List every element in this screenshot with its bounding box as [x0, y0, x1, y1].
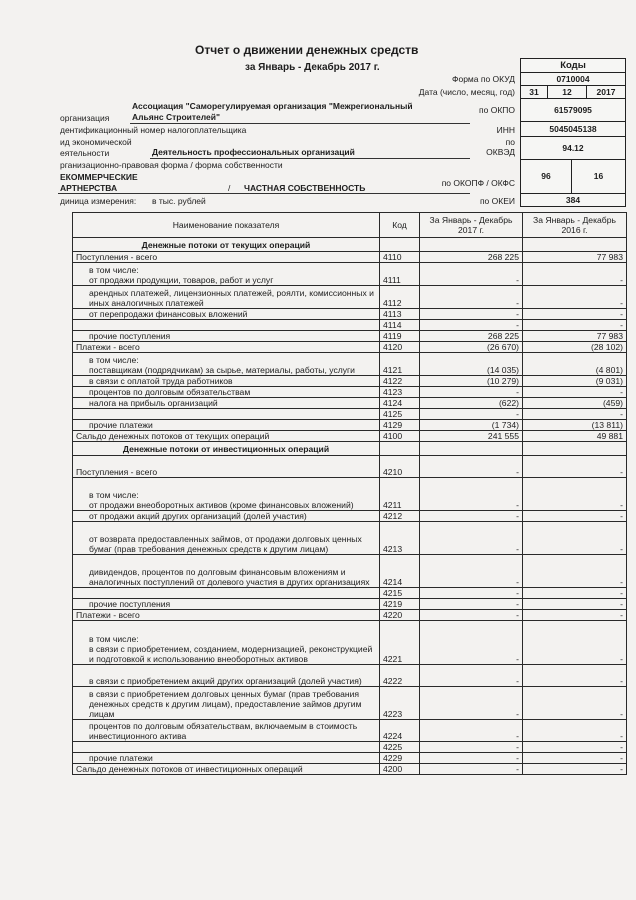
row-value-2017: - [420, 456, 523, 478]
row-name [73, 320, 380, 331]
table-row [73, 665, 627, 687]
row-value-2017: - [420, 309, 523, 320]
row-name: в связи с приобретением акций других организаций (долей участия) [73, 665, 380, 687]
inn-value: 5045045138 [520, 121, 626, 137]
okopf-value: 96 [520, 159, 572, 194]
okved-value: 94.12 [520, 136, 626, 160]
okei-value: 384 [520, 193, 626, 207]
row-value-2017: - [420, 753, 523, 764]
row-value-2016: (459) [523, 398, 627, 409]
row-value-2017: - [420, 599, 523, 610]
row-code: 4229 [380, 753, 420, 764]
table-row [73, 252, 627, 263]
row-name: Сальдо денежных потоков от инвестиционных операций [73, 764, 380, 775]
row-code: 4220 [380, 610, 420, 621]
row-code: 4119 [380, 331, 420, 342]
row-value-2017: - [420, 387, 523, 398]
table-row [73, 309, 627, 320]
okud-value: 0710004 [520, 72, 626, 86]
legal-form-separator: / [228, 183, 231, 193]
table-row [73, 420, 627, 431]
row-value-2017: - [420, 409, 523, 420]
org-label: организация [60, 113, 110, 123]
col-header-2017: За Январь - Декабрь 2017 г. [420, 213, 523, 238]
row-value-2016: - [523, 742, 627, 753]
row-value-2017: - [420, 588, 523, 599]
table-row [73, 599, 627, 610]
date-month: 12 [547, 85, 587, 99]
row-value-2016: 49 881 [523, 431, 627, 442]
table-row [73, 555, 627, 588]
row-name [73, 588, 380, 599]
okopf-label: по ОКОПФ / ОКФС [441, 178, 515, 188]
row-value-2016: - [523, 555, 627, 588]
row-value-2017: 268 225 [420, 331, 523, 342]
row-value-2016: 77 983 [523, 252, 627, 263]
row-code: 4113 [380, 309, 420, 320]
table-row [73, 478, 627, 511]
report-period: за Январь - Декабрь 2017 г. [245, 62, 380, 73]
unit-label: диница измерения: [60, 196, 137, 206]
row-name: Платежи - всего [73, 610, 380, 621]
codes-header: Коды [520, 58, 626, 73]
row-code: 4120 [380, 342, 420, 353]
row-code: 4215 [380, 588, 420, 599]
row-code: 4125 [380, 409, 420, 420]
table-row [73, 376, 627, 387]
row-name: в том числе: поставщикам (подрядчикам) за сырье, материалы, работы, услуги [73, 353, 380, 376]
activity-value: Деятельность профессиональных организаций [152, 147, 355, 157]
table-row [73, 398, 627, 409]
row-value-2016: - [523, 320, 627, 331]
row-code: 4210 [380, 456, 420, 478]
okpo-value: 61579095 [520, 98, 626, 122]
table-row [73, 511, 627, 522]
row-code: 4222 [380, 665, 420, 687]
row-value-2016: - [523, 478, 627, 511]
row-value-2016: - [523, 610, 627, 621]
row-name: налога на прибыль организаций [73, 398, 380, 409]
legal-form-label: рганизационно-правовая форма / форма собственности [60, 160, 283, 170]
row-code: 4223 [380, 687, 420, 720]
row-name: от возврата предоставленных займов, от продажи долговых ценных бумаг (прав требования денежных средств к другим лицам) [73, 522, 380, 555]
row-code: 4124 [380, 398, 420, 409]
table-row [73, 320, 627, 331]
row-name: прочие поступления [73, 331, 380, 342]
row-value-2016: (9 031) [523, 376, 627, 387]
table-row [73, 431, 627, 442]
row-code: 4213 [380, 522, 420, 555]
table-row [73, 621, 627, 665]
row-value-2016: - [523, 665, 627, 687]
row-value-2016: - [523, 522, 627, 555]
col-header-code: Код [380, 213, 420, 238]
row-value-2017: - [420, 286, 523, 309]
row-value-2016: - [523, 263, 627, 286]
table-row [73, 742, 627, 753]
row-code: 4225 [380, 742, 420, 753]
row-name: Поступления - всего [73, 456, 380, 478]
legal-form-line1: ЕКОММЕРЧЕСКИЕ [60, 172, 138, 182]
row-value-2017: (10 279) [420, 376, 523, 387]
row-value-2016: - [523, 599, 627, 610]
row-value-2016: 77 983 [523, 331, 627, 342]
table-row [73, 331, 627, 342]
row-value-2017: - [420, 764, 523, 775]
row-code: 4211 [380, 478, 420, 511]
okfs-value: 16 [571, 159, 626, 194]
table-row [73, 353, 627, 376]
row-name: процентов по долговым обязательствам [73, 387, 380, 398]
row-value-2017: - [420, 621, 523, 665]
row-name: в том числе: от продажи внеоборотных активов (кроме финансовых вложений) [73, 478, 380, 511]
org-name-line1: Ассоциация "Саморегулируемая организация "Межрегиональный [132, 101, 413, 111]
report-title: Отчет о движении денежных средств [195, 43, 419, 57]
row-value-2016: - [523, 720, 627, 742]
row-value-2017: - [420, 742, 523, 753]
ownership-value: ЧАСТНАЯ СОБСТВЕННОСТЬ [244, 183, 366, 193]
col-header-name: Наименование показателя [73, 213, 380, 238]
inn-label: ИНН [496, 125, 515, 135]
col-header-2016: За Январь - Декабрь 2016 г. [523, 213, 627, 238]
row-value-2017: (622) [420, 398, 523, 409]
date-day: 31 [520, 85, 548, 99]
activity-label-2: еятельности [60, 148, 110, 158]
row-value-2016: (28 102) [523, 342, 627, 353]
row-name: прочие платежи [73, 420, 380, 431]
table-row [73, 409, 627, 420]
row-value-2016: - [523, 387, 627, 398]
row-code: 4123 [380, 387, 420, 398]
table-row [73, 286, 627, 309]
row-name: дивидендов, процентов по долговым финансовым вложениям и аналогичных поступлений от долевого участия в других организациях [73, 555, 380, 588]
row-name: процентов по долговым обязательствам, включаемым в стоимость инвестиционного актива [73, 720, 380, 742]
activity-label-1: ид экономической [60, 137, 132, 147]
table-row [73, 387, 627, 398]
row-value-2017 [420, 442, 523, 456]
row-value-2017 [420, 238, 523, 252]
table-row [73, 238, 627, 252]
row-code: 4114 [380, 320, 420, 331]
row-value-2017: - [420, 511, 523, 522]
table-row [73, 342, 627, 353]
row-value-2017: - [420, 478, 523, 511]
row-code: 4122 [380, 376, 420, 387]
row-value-2016: - [523, 286, 627, 309]
row-value-2016: (13 811) [523, 420, 627, 431]
row-value-2016: - [523, 588, 627, 599]
row-name: Денежные потоки от текущих операций [73, 238, 380, 252]
table-row [73, 610, 627, 621]
legal-form-line2: АРТНЕРСТВА [60, 183, 118, 193]
row-code: 4121 [380, 353, 420, 376]
row-name: Поступления - всего [73, 252, 380, 263]
table-row [73, 522, 627, 555]
table-row [73, 720, 627, 742]
row-code: 4200 [380, 764, 420, 775]
row-value-2016: - [523, 753, 627, 764]
row-name: Сальдо денежных потоков от текущих операций [73, 431, 380, 442]
okei-label: по ОКЕИ [479, 196, 515, 206]
row-value-2016: - [523, 511, 627, 522]
table-row [73, 588, 627, 599]
row-value-2017: - [420, 263, 523, 286]
row-name: Денежные потоки от инвестиционных операций [73, 442, 380, 456]
row-value-2017: - [420, 555, 523, 588]
row-value-2016 [523, 238, 627, 252]
okved-label-2: ОКВЭД [486, 147, 515, 157]
row-value-2017: - [420, 320, 523, 331]
row-value-2017: 241 555 [420, 431, 523, 442]
row-name: Платежи - всего [73, 342, 380, 353]
row-value-2017: - [420, 687, 523, 720]
row-value-2016 [523, 442, 627, 456]
row-code: 4111 [380, 263, 420, 286]
row-code: 4219 [380, 599, 420, 610]
row-code: 4100 [380, 431, 420, 442]
table-row [73, 456, 627, 478]
date-year: 2017 [586, 85, 626, 99]
table-row [73, 753, 627, 764]
row-code [380, 442, 420, 456]
row-code: 4110 [380, 252, 420, 263]
inn-label-left: дентификационный номер налогоплательщика [60, 125, 247, 135]
okved-label-1: по [505, 137, 515, 147]
table-body [73, 238, 627, 775]
row-code: 4212 [380, 511, 420, 522]
row-code: 4214 [380, 555, 420, 588]
row-value-2017: - [420, 665, 523, 687]
row-name: прочие платежи [73, 753, 380, 764]
row-value-2016: - [523, 456, 627, 478]
row-value-2016: - [523, 621, 627, 665]
row-name: в том числе: от продажи продукции, товаров, работ и услуг [73, 263, 380, 286]
row-name: в связи с приобретением долговых ценных бумаг (прав требования денежных средств к другим лицам), предоставление займов другим лицам [73, 687, 380, 720]
row-value-2016: - [523, 687, 627, 720]
table-row [73, 687, 627, 720]
table-row [73, 764, 627, 775]
table-header-row [73, 213, 627, 238]
row-name: от перепродажи финансовых вложений [73, 309, 380, 320]
row-name: в том числе: в связи с приобретением, созданием, модернизацией, реконструкцией и подготовкой к использованию внеоборотных активов [73, 621, 380, 665]
row-code: 4224 [380, 720, 420, 742]
org-name-line2: Альянс Строителей" [132, 112, 221, 122]
row-code: 4221 [380, 621, 420, 665]
okpo-label: по ОКПО [479, 105, 515, 115]
date-label: Дата (число, месяц, год) [418, 87, 515, 97]
row-code: 4129 [380, 420, 420, 431]
row-name [73, 409, 380, 420]
row-name: прочие поступления [73, 599, 380, 610]
row-code: 4112 [380, 286, 420, 309]
row-value-2016: - [523, 309, 627, 320]
row-value-2017: - [420, 522, 523, 555]
row-value-2017: - [420, 610, 523, 621]
row-code [380, 238, 420, 252]
table-row [73, 442, 627, 456]
row-name: от продажи акций других организаций (долей участия) [73, 511, 380, 522]
okud-label: Форма по ОКУД [452, 74, 515, 84]
row-value-2017: (14 035) [420, 353, 523, 376]
row-value-2016: - [523, 764, 627, 775]
unit-value: в тыс. рублей [152, 196, 206, 206]
row-name [73, 742, 380, 753]
row-value-2016: (4 801) [523, 353, 627, 376]
row-value-2016: - [523, 409, 627, 420]
row-name: арендных платежей, лицензионных платежей, роялти, комиссионных и иных аналогичных платежей [73, 286, 380, 309]
row-value-2017: (1 734) [420, 420, 523, 431]
row-value-2017: (26 670) [420, 342, 523, 353]
row-value-2017: 268 225 [420, 252, 523, 263]
row-name: в связи с оплатой труда работников [73, 376, 380, 387]
cash-flow-table [72, 212, 627, 775]
row-value-2017: - [420, 720, 523, 742]
table-row [73, 263, 627, 286]
